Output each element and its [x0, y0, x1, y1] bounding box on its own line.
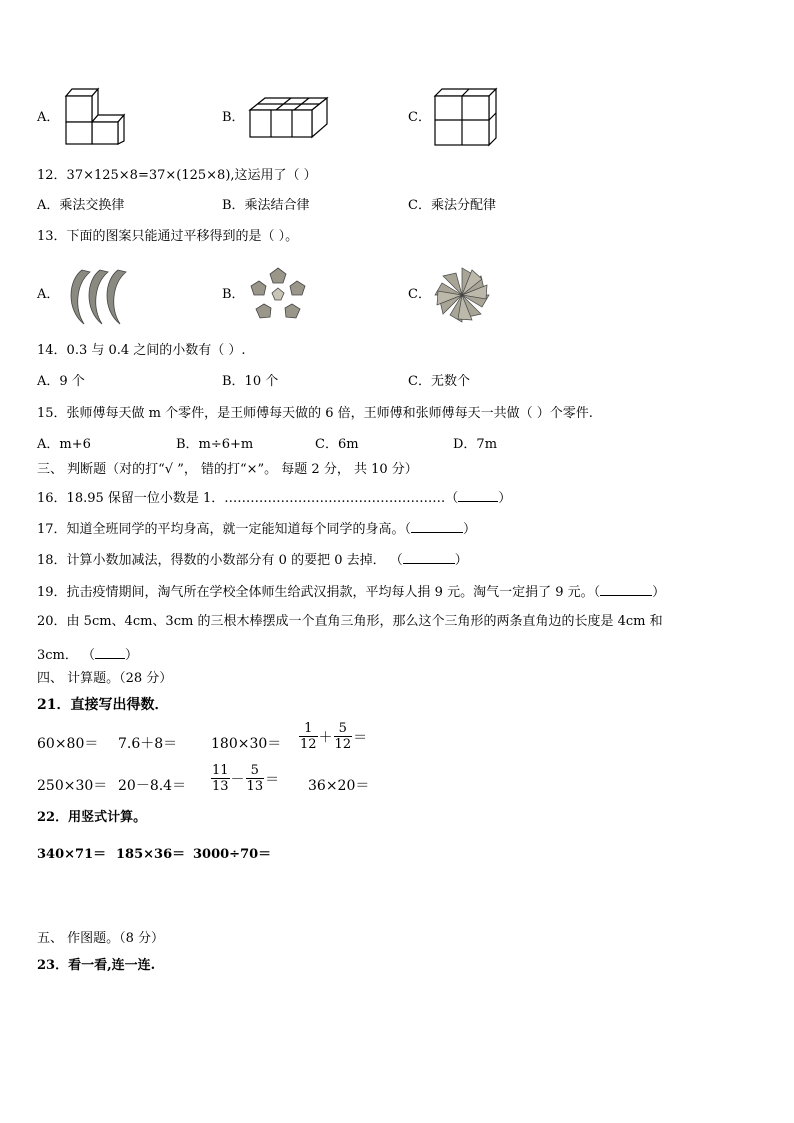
- q23-stem: 23．看一看,连一连.: [37, 958, 156, 973]
- q12-stem: 12．37×125×8=37×(125×8),这运用了（ ）: [37, 168, 317, 183]
- q18-text: 18．计算小数加减法，得数的小数部分有 0 的要把 0 去掉． （: [37, 553, 403, 568]
- section-3-heading: 三、 判断题（对的打“√ ”， 错的打“×”。 每题 2 分， 共 10 分）: [37, 462, 418, 477]
- q20-answer-blank[interactable]: [95, 646, 125, 659]
- q18-stem: [37, 551, 468, 569]
- vertical-calc-item: 340×71＝: [37, 847, 107, 862]
- q15-option-c: C．6m: [315, 437, 359, 452]
- q16-text: 16．18.95 保留一位小数是 1．……………………………………………（: [37, 491, 459, 506]
- q13-option-c: C．: [408, 287, 431, 302]
- calc-item: 36×20＝: [308, 778, 370, 794]
- q11-option-c: C．: [408, 110, 431, 125]
- q17-text: 17．知道全班同学的平均身高，就一定能知道每个同学的身高。（: [37, 522, 412, 537]
- q19-answer-blank[interactable]: [600, 583, 652, 596]
- fraction: [334, 721, 353, 752]
- equals-sign: ＝: [353, 729, 368, 746]
- fraction: [246, 763, 265, 794]
- numerator: 5: [246, 763, 265, 779]
- q21-stem: 21．直接写出得数．: [37, 697, 169, 713]
- q20-stem-continued: [37, 646, 138, 664]
- q17-answer-blank[interactable]: [411, 520, 463, 533]
- vertical-calc-item: 3000÷70＝: [193, 847, 272, 862]
- calc-item: 20－8.4＝: [118, 778, 187, 794]
- q22-stem: 22．用竖式计算。: [37, 810, 147, 825]
- q14-option-c: C．无数个: [408, 374, 470, 389]
- section-4-heading: 四、 计算题。（28 分）: [37, 671, 173, 686]
- q20-close: ）: [125, 648, 139, 663]
- q16-close: ）: [498, 491, 512, 506]
- denominator: 13: [246, 779, 264, 794]
- fraction-expression-2: [210, 763, 279, 794]
- q13-stem: 13．下面的图案只能通过平移得到的是（ ）。: [37, 229, 299, 244]
- calc-item: 180×30＝: [211, 736, 282, 752]
- denominator: 13: [212, 779, 229, 794]
- q11-option-b: B．: [222, 110, 245, 125]
- crescents-figure: [62, 266, 132, 326]
- calc-item: 7.6＋8＝: [118, 736, 178, 752]
- q14-option-a: A．9 个: [37, 374, 85, 389]
- cubes-figure-a: [62, 86, 127, 146]
- fraction: [299, 721, 318, 752]
- q20-stem: 20．由 5cm、4cm、3cm 的三根木棒摆成一个直角三角形，那么这个三角形的两条直角边的长度是 4cm 和: [37, 614, 663, 629]
- q18-close: ）: [454, 553, 468, 568]
- q13-option-a: A．: [37, 287, 60, 302]
- q17-stem: [37, 520, 476, 538]
- cubes-figure-b: [247, 94, 329, 142]
- q19-stem: [37, 583, 665, 601]
- q20-text2: 3cm． （: [37, 648, 96, 663]
- q12-option-b: B．乘法结合律: [222, 198, 310, 213]
- q12-option-c: C．乘法分配律: [408, 198, 496, 213]
- q17-close: ）: [463, 522, 477, 537]
- q15-option-a: A．m+6: [37, 437, 91, 452]
- section-5-heading: 五、 作图题。（8 分）: [37, 931, 165, 946]
- denominator: 12: [300, 737, 317, 752]
- fraction-expression-1: [298, 721, 367, 752]
- q12-option-a: A．乘法交换律: [37, 198, 125, 213]
- q19-close: ）: [652, 585, 666, 600]
- calc-item: 60×80＝: [37, 736, 99, 752]
- numerator: 5: [334, 721, 353, 737]
- q16-stem: [37, 489, 511, 507]
- q15-stem: 15．张师傅每天做 m 个零件，是王师傅每天做的 6 倍，王师傅和张师傅每天一共做（ ）个零件.: [37, 406, 593, 421]
- fraction: [211, 763, 230, 794]
- q19-text: 19．抗击疫情期间，淘气所在学校全体师生给武汉捐款，平均每人捐 9 元。淘气一定捐了 9 元。（: [37, 585, 601, 600]
- q13-option-b: B．: [222, 287, 245, 302]
- operator: －: [230, 771, 245, 788]
- denominator: 12: [334, 737, 352, 752]
- q15-option-d: D．7m: [453, 437, 498, 452]
- equals-sign: ＝: [265, 771, 280, 788]
- vertical-calc-item: 185×36＝: [116, 847, 186, 862]
- numerator: 11: [212, 763, 229, 778]
- pinwheel-figure: [432, 266, 492, 324]
- q15-option-b: B．m÷6+m: [176, 437, 254, 452]
- cubes-figure-c: [432, 86, 498, 148]
- q11-option-a: A．: [37, 110, 60, 125]
- q14-option-b: B．10 个: [222, 374, 279, 389]
- q16-answer-blank[interactable]: [458, 489, 498, 502]
- pentagons-figure: [248, 266, 308, 324]
- operator: ＋: [318, 729, 333, 746]
- numerator: 1: [299, 721, 318, 737]
- q14-stem: 14．0.3 与 0.4 之间的小数有（ ）.: [37, 343, 246, 358]
- q18-answer-blank[interactable]: [403, 551, 455, 564]
- calc-item: 250×30＝: [37, 778, 108, 794]
